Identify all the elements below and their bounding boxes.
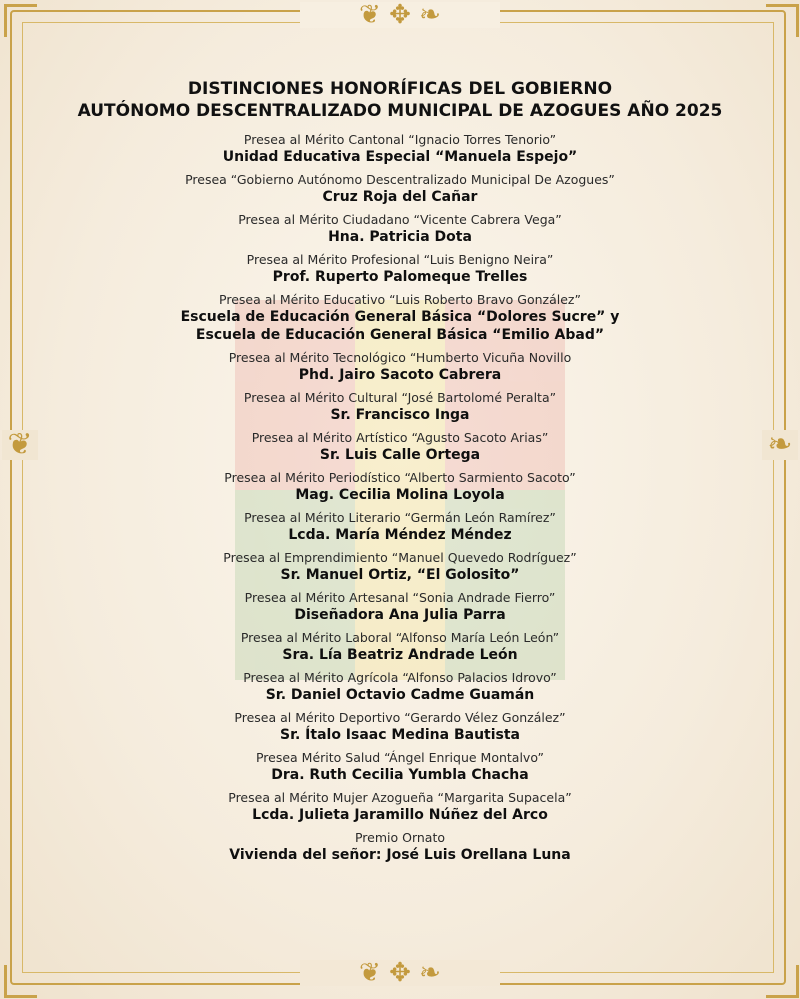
award-recipient: Unidad Educativa Especial “Manuela Espejo” — [222, 149, 578, 165]
award-entry — [60, 550, 740, 584]
award-entry — [60, 430, 740, 464]
award-name: Presea al Emprendimiento “Manuel Quevedo Rodríguez” — [223, 550, 577, 565]
award-entry — [60, 212, 740, 246]
award-name: Presea al Mérito Ciudadano “Vicente Cabrera Vega” — [238, 212, 562, 227]
document-content — [60, 78, 740, 870]
award-entry — [60, 390, 740, 424]
award-recipient: Sr. Daniel Octavio Cadme Guamán — [265, 687, 535, 703]
award-entry — [60, 292, 740, 344]
award-entry — [60, 510, 740, 544]
scroll-icon: ❦ — [2, 430, 38, 460]
award-recipient: Diseñadora Ana Julia Parra — [294, 607, 506, 623]
document-title — [60, 78, 740, 122]
award-recipient: Sr. Francisco Inga — [330, 407, 470, 423]
award-name: Presea al Mérito Artesanal “Sonia Andrade Fierro” — [244, 590, 556, 605]
award-recipient: Lcda. Julieta Jaramillo Núñez del Arco — [252, 807, 548, 823]
title-line-2: AUTÓNOMO DESCENTRALIZADO MUNICIPAL DE AZOGUES AÑO 2025 — [77, 101, 723, 121]
corner-ornament-top-left — [4, 4, 37, 37]
award-name: Presea al Mérito Agrícola “Alfonso Palacios Idrovo” — [243, 670, 557, 685]
corner-ornament-top-right — [766, 4, 799, 37]
award-recipient: Cruz Roja del Cañar — [322, 189, 478, 205]
award-name: Presea al Mérito Profesional “Luis Benigno Neira” — [246, 252, 554, 267]
award-recipient: Prof. Ruperto Palomeque Trelles — [272, 269, 528, 285]
award-recipient: Sr. Manuel Ortiz, “El Golosito” — [280, 567, 520, 583]
award-entry — [60, 252, 740, 286]
award-recipient: Hna. Patricia Dota — [328, 229, 472, 245]
award-name: Presea al Mérito Literario “Germán León Ramírez” — [244, 510, 556, 525]
award-recipient: Escuela de Educación General Básica “Dolores Sucre” y — [180, 309, 620, 325]
award-recipient: Phd. Jairo Sacoto Cabrera — [298, 367, 502, 383]
award-name: Presea al Mérito Tecnológico “Humberto Vicuña Novillo — [228, 350, 572, 365]
scroll-icon: ❧ — [762, 430, 798, 460]
award-name: Presea al Mérito Laboral “Alfonso María León León” — [240, 630, 560, 645]
award-name: Presea Mérito Salud “Ángel Enrique Montalvo” — [255, 750, 545, 765]
flourish-icon: ❦ ✥ ❧ — [300, 960, 500, 986]
award-recipient: Mag. Cecilia Molina Loyola — [295, 487, 505, 503]
award-name: Premio Ornato — [354, 830, 446, 845]
award-name: Presea al Mérito Mujer Azogueña “Margarita Supacela” — [228, 790, 572, 805]
award-entry — [60, 790, 740, 824]
award-entry — [60, 670, 740, 704]
corner-ornament-bottom-right — [766, 965, 799, 998]
award-recipient: Sr. Ítalo Isaac Medina Bautista — [279, 727, 521, 743]
award-entry — [60, 172, 740, 206]
award-recipient: Escuela de Educación General Básica “Emilio Abad” — [195, 327, 605, 343]
award-list — [60, 132, 740, 864]
award-name: Presea al Mérito Periodístico “Alberto Sarmiento Sacoto” — [224, 470, 576, 485]
flourish-icon: ❦ ✥ ❧ — [300, 2, 500, 28]
award-entry — [60, 710, 740, 744]
award-recipient: Dra. Ruth Cecilia Yumbla Chacha — [271, 767, 529, 783]
award-entry — [60, 630, 740, 664]
corner-ornament-bottom-left — [4, 965, 37, 998]
award-recipient: Sr. Luis Calle Ortega — [319, 447, 481, 463]
award-entry — [60, 750, 740, 784]
award-name: Presea al Mérito Artístico “Agusto Sacoto Arias” — [251, 430, 549, 445]
award-name: Presea al Mérito Deportivo “Gerardo Vélez González” — [234, 710, 566, 725]
award-name: Presea al Mérito Educativo “Luis Roberto Bravo González” — [219, 292, 581, 307]
award-recipient: Lcda. María Méndez Méndez — [288, 527, 512, 543]
title-line-1: DISTINCIONES HONORÍFICAS DEL GOBIERNO — [187, 79, 613, 99]
award-entry — [60, 132, 740, 166]
award-recipient: Sra. Lía Beatriz Andrade León — [282, 647, 518, 663]
award-name: Presea al Mérito Cantonal “Ignacio Torres Tenorio” — [243, 132, 557, 147]
award-entry — [60, 470, 740, 504]
award-recipient: Vivienda del señor: José Luis Orellana Luna — [229, 847, 571, 863]
award-entry — [60, 830, 740, 864]
award-entry — [60, 590, 740, 624]
award-name: Presea “Gobierno Autónomo Descentralizado Municipal De Azogues” — [185, 172, 615, 187]
award-name: Presea al Mérito Cultural “José Bartolomé Peralta” — [243, 390, 557, 405]
award-entry — [60, 350, 740, 384]
